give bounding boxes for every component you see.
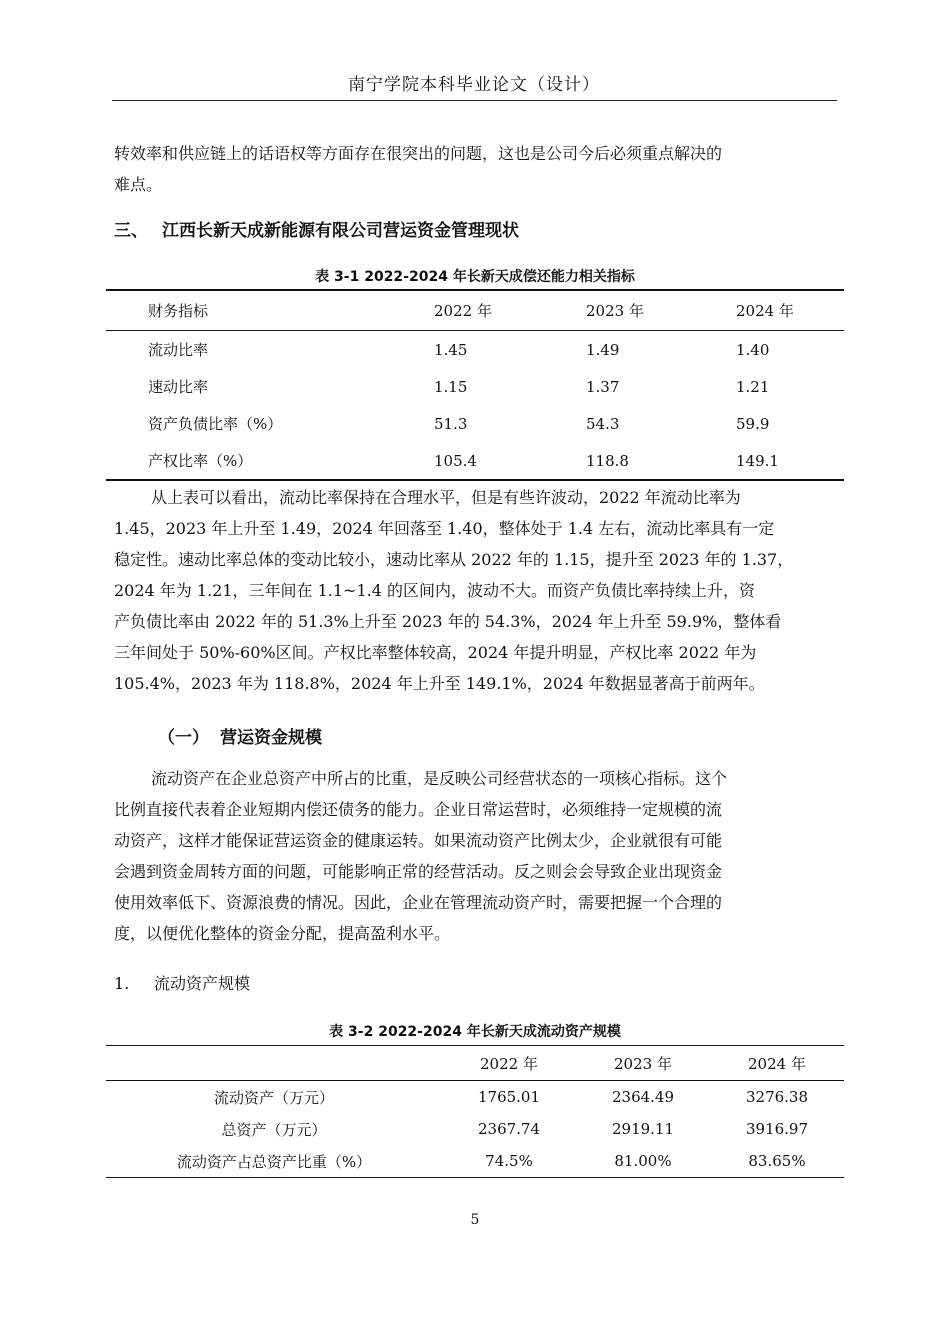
table-cell: 2919.11 xyxy=(611,1120,675,1138)
paragraph-line: 会遇到资金周转方面的问题，可能影响正常的经营活动。反之则会会导致企业出现资金 xyxy=(114,862,723,881)
paragraph-line: 稳定性。速动比率总体的变动比较小，速动比率从 2022 年的 1.15，提升至 2023 年的 1.37， xyxy=(114,550,794,569)
solvency-indicators-table xyxy=(106,289,844,481)
analysis-paragraph xyxy=(114,482,838,699)
table-cell: 2367.74 xyxy=(477,1120,541,1138)
table-cell: 1.37 xyxy=(586,377,620,396)
table-row xyxy=(106,1145,844,1178)
section-title: 江西长新天成新能源有限公司营运资金管理现状 xyxy=(162,221,519,241)
paragraph-line: 从上表可以看出，流动比率保持在合理水平，但是有些许波动，2022 年流动比率为 xyxy=(151,488,741,507)
paragraph-line: 1.45，2023 年上升至 1.49，2024 年回落至 1.40，整体处于 1.4 左右，流动比率具有一定 xyxy=(114,519,775,538)
table-cell: 149.1 xyxy=(736,451,779,470)
table-header-cell: 2022 年 xyxy=(434,290,586,331)
table-cell: 资产负债比率（%） xyxy=(148,415,283,433)
table-cell: 3916.97 xyxy=(745,1120,809,1138)
item-title: 流动资产规模 xyxy=(154,974,251,993)
table-cell: 105.4 xyxy=(434,451,477,470)
table1-caption: 表 3-1 2022-2024 年长新天成偿还能力相关指标 xyxy=(315,269,635,285)
table-header-cell: 2022 年 xyxy=(442,1046,576,1081)
subsection-title: 营运资金规模 xyxy=(220,728,322,748)
paragraph-line: 比例直接代表着企业短期内偿还债务的能力。企业日常运营时，必须维持一定规模的流 xyxy=(114,800,723,819)
item-number: 1. xyxy=(114,974,130,993)
table-cell: 1.21 xyxy=(736,377,770,396)
table2-caption: 表 3-2 2022-2024 年长新天成流动资产规模 xyxy=(329,1024,621,1040)
paragraph-line: 使用效率低下、资源浪费的情况。因此，企业在管理流动资产时，需要把握一个合理的 xyxy=(114,893,723,912)
table-cell: 1.49 xyxy=(586,340,620,359)
paragraph-line: 流动资产在企业总资产中所占的比重，是反映公司经营状态的一项核心指标。这个 xyxy=(151,769,728,788)
page-header: 南宁学院本科毕业论文（设计） xyxy=(348,75,600,95)
table-cell: 51.3 xyxy=(434,414,468,433)
table-header-cell xyxy=(106,1046,442,1081)
section-heading xyxy=(114,216,519,241)
table-cell: 流动比率 xyxy=(148,341,209,359)
paragraph-line: 三年间处于 50%-60%区间。产权比率整体较高，2024 年提升明显，产权比率 2022 年为 xyxy=(114,643,757,662)
scale-paragraph xyxy=(114,763,838,949)
table-row xyxy=(106,368,844,405)
table-cell: 产权比率（%） xyxy=(148,452,253,470)
table-cell: 总资产（万元） xyxy=(221,1120,327,1139)
current-assets-table xyxy=(106,1045,844,1178)
table-row xyxy=(106,405,844,442)
subsection-number: （一） xyxy=(158,728,209,748)
table-cell: 流动资产（万元） xyxy=(213,1088,334,1107)
table-row xyxy=(106,1081,844,1114)
table-cell: 3276.38 xyxy=(745,1088,809,1106)
table-header-row xyxy=(106,290,844,331)
table-header-cell: 2023 年 xyxy=(586,290,736,331)
table-cell: 74.5% xyxy=(485,1152,533,1170)
paragraph-line: 难点。 xyxy=(114,175,163,194)
table-cell: 流动资产占总资产比重（%） xyxy=(176,1152,372,1171)
page-number: 5 xyxy=(470,1212,480,1228)
subsection-heading xyxy=(158,723,322,748)
paragraph-line: 2024 年为 1.21，三年间在 1.1~1.4 的区间内，波动不大。而资产负债比率持续上升，资 xyxy=(114,581,755,600)
paragraph-line: 度，以便优化整体的资金分配，提高盈利水平。 xyxy=(114,924,451,943)
paragraph-line: 产负债比率由 2022 年的 51.3%上升至 2023 年的 54.3%，2024 年上升至 59.9%，整体看 xyxy=(114,612,782,631)
intro-paragraph xyxy=(114,138,838,200)
table-cell: 54.3 xyxy=(586,414,620,433)
paragraph-line: 105.4%，2023 年为 118.8%，2024 年上升至 149.1%，2024 年数据显著高于前两年。 xyxy=(114,674,765,693)
table-row xyxy=(106,331,844,369)
table-cell: 83.65% xyxy=(748,1152,806,1170)
table-cell: 118.8 xyxy=(586,451,629,470)
table-cell: 1.15 xyxy=(434,377,468,396)
table-header-cell: 财务指标 xyxy=(106,290,434,331)
table-cell: 1765.01 xyxy=(477,1088,541,1106)
table-header-cell: 2024 年 xyxy=(710,1046,844,1081)
section-number: 三、 xyxy=(114,221,148,241)
table-header-row xyxy=(106,1046,844,1081)
table-cell: 59.9 xyxy=(736,414,770,433)
table-cell: 81.00% xyxy=(614,1152,672,1170)
table-cell: 2364.49 xyxy=(611,1088,675,1106)
paragraph-line: 转效率和供应链上的话语权等方面存在很突出的问题，这也是公司今后必须重点解决的 xyxy=(114,144,723,163)
table-cell: 1.40 xyxy=(736,340,770,359)
paragraph-line: 动资产，这样才能保证营运资金的健康运转。如果流动资产比例太少，企业就很有可能 xyxy=(114,831,723,850)
table-row xyxy=(106,442,844,480)
table-header-cell: 2023 年 xyxy=(576,1046,710,1081)
header-rule xyxy=(112,100,837,101)
table-row xyxy=(106,1113,844,1145)
table-header-cell: 2024 年 xyxy=(736,290,844,331)
table-cell: 1.45 xyxy=(434,340,468,359)
table-cell: 速动比率 xyxy=(148,378,209,396)
item-heading xyxy=(114,971,250,994)
